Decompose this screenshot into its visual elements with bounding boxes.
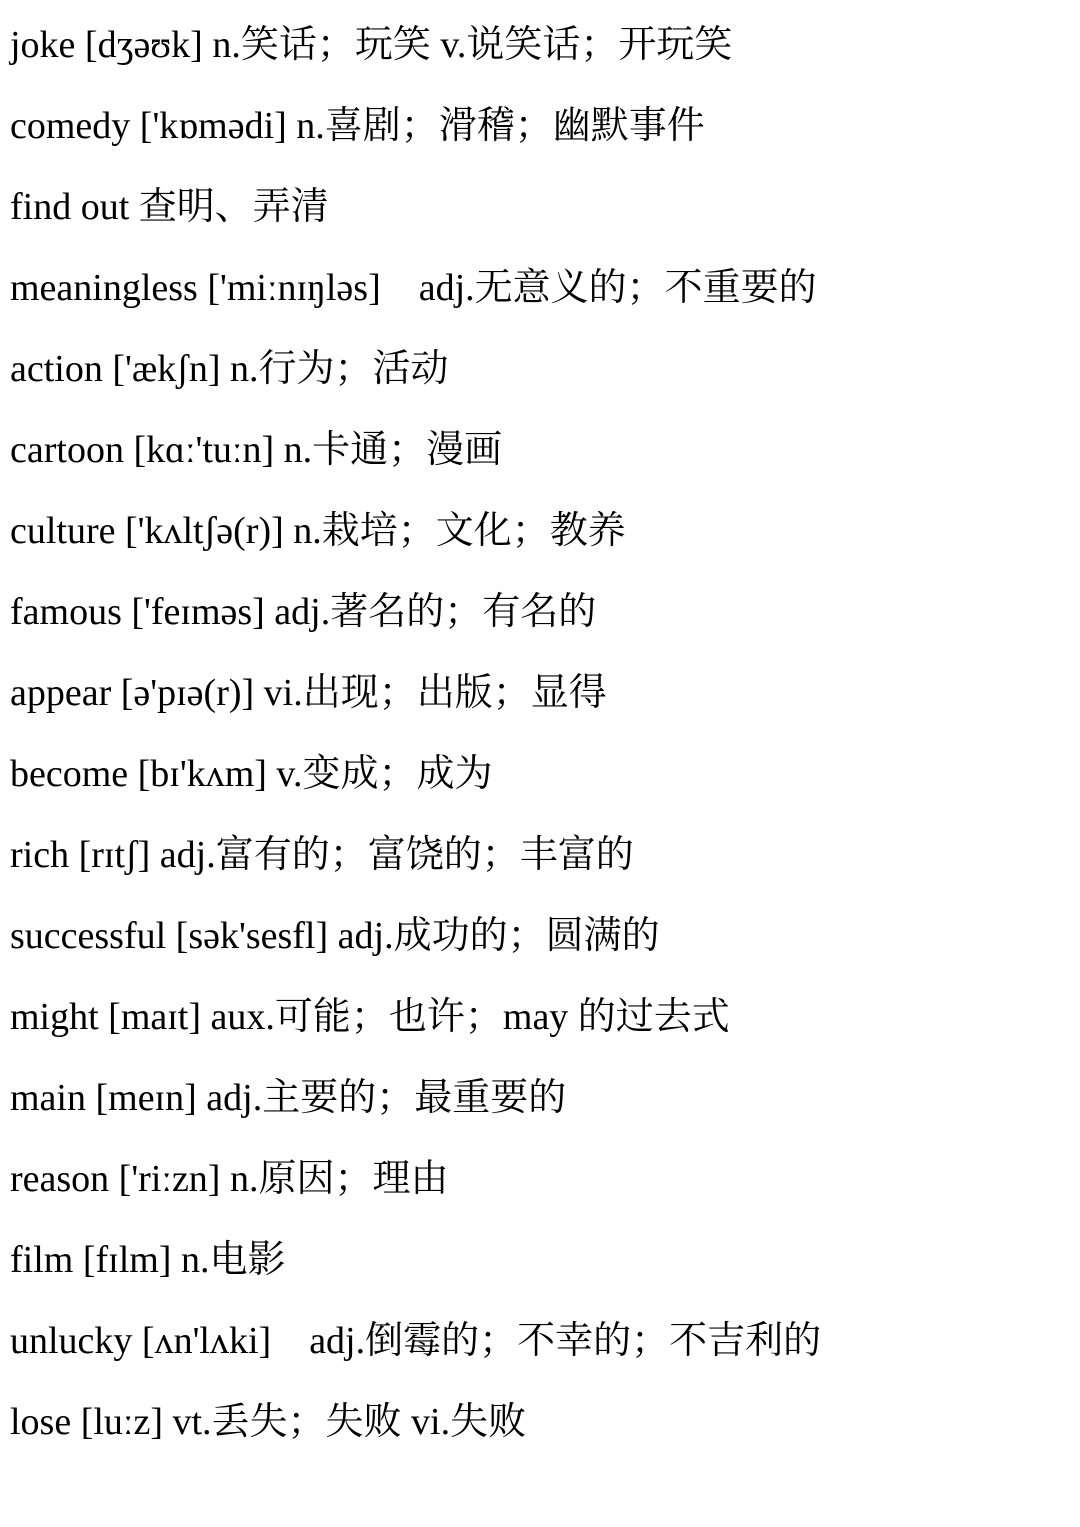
vocab-entry-might: might [maɪt] aux.可能；也许；may 的过去式 (10, 996, 730, 1038)
vocab-entry-appear: appear [ə'pɪə(r)] vi.出现；出版；显得 (10, 672, 607, 714)
vocab-entry-rich: rich [rɪtʃ] adj.富有的；富饶的；丰富的 (10, 834, 634, 876)
vocab-entry-film: film [fɪlm] n.电影 (10, 1239, 286, 1281)
vocab-entry-action: action ['ækʃn] n.行为；活动 (10, 348, 449, 390)
vocabulary-list (10, 20, 1070, 1478)
vocab-entry-lose: lose [luːz] vt.丢失；失败 vi.失败 (10, 1401, 527, 1443)
vocab-entry-become: become [bɪ'kʌm] v.变成；成为 (10, 753, 493, 795)
vocab-entry-successful: successful [sək'sesfl] adj.成功的；圆满的 (10, 915, 660, 957)
vocab-entry-meaningless: meaningless ['miːnɪŋləs] adj.无意义的；不重要的 (10, 267, 817, 309)
vocab-entry-joke: joke [dʒəʊk] n.笑话；玩笑 v.说笑话；开玩笑 (10, 24, 733, 66)
vocab-entry-unlucky: unlucky [ʌn'lʌki] adj.倒霉的；不幸的；不吉利的 (10, 1320, 822, 1362)
vocab-entry-main: main [meɪn] adj.主要的；最重要的 (10, 1077, 567, 1119)
vocab-entry-cartoon: cartoon [kɑː'tuːn] n.卡通；漫画 (10, 429, 503, 471)
vocab-entry-culture: culture ['kʌltʃə(r)] n.栽培；文化；教养 (10, 510, 626, 552)
vocab-entry-find-out: find out 查明、弄清 (10, 186, 329, 228)
vocab-entry-famous: famous ['feɪməs] adj.著名的；有名的 (10, 591, 597, 633)
vocab-entry-reason: reason ['riːzn] n.原因；理由 (10, 1158, 449, 1200)
vocab-entry-comedy: comedy ['kɒmədi] n.喜剧；滑稽；幽默事件 (10, 105, 705, 147)
